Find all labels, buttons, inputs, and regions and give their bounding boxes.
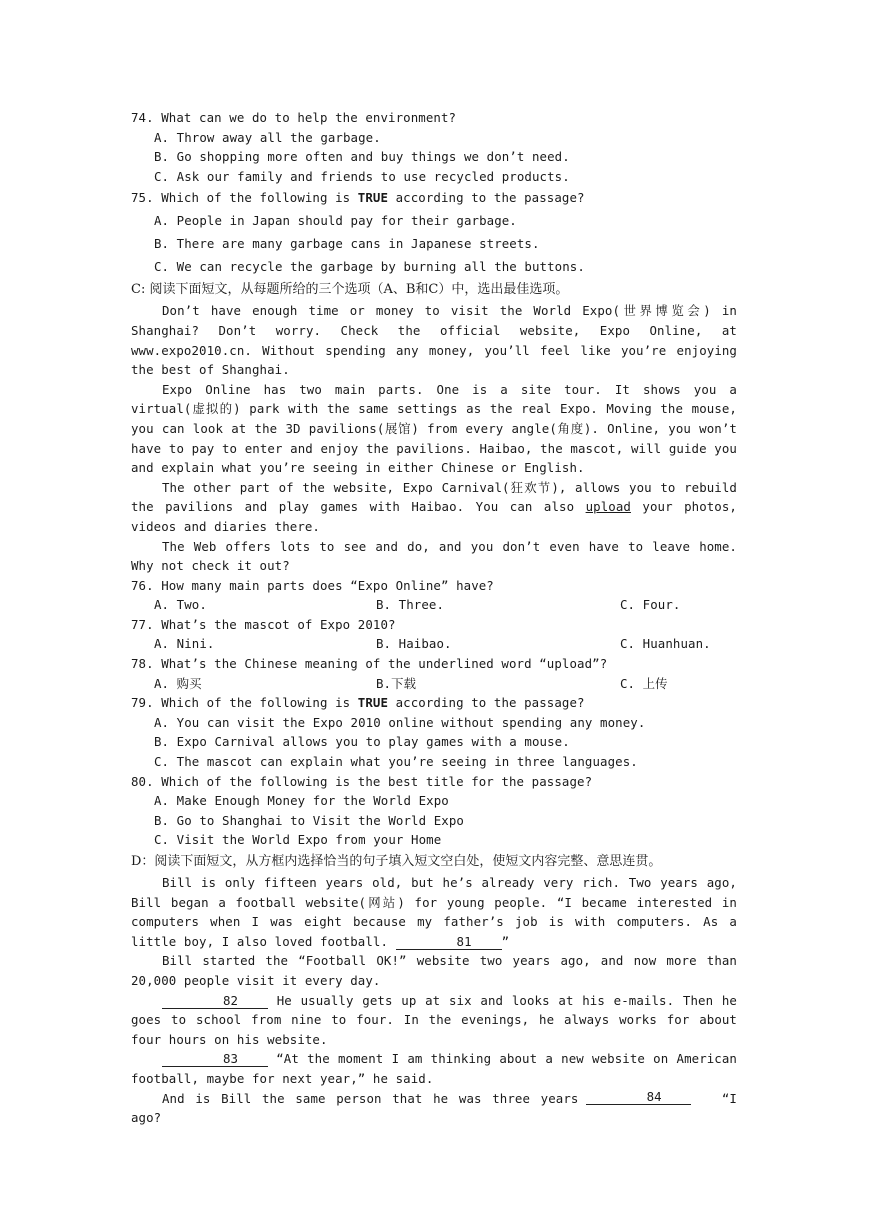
question-79-stem-post: according to the passage? [388,695,585,711]
question-79-option-b: B. Expo Carnival allows you to play games with a mouse. [154,734,570,750]
question-79-stem-true: TRUE [357,695,389,711]
section-d-paragraph-1 [131,873,737,951]
section-d-paragraph-1-text: Bill is only fifteen years old, but he’s already very rich. Two years ago, Bill began a football website(网站) for young people. “I became interested in computers when I was eight because my father’s job is with computers. As a little boy, I also loved football. [131,875,737,949]
question-77-option-b: B. Haibao. [376,636,452,652]
question-80-option-a: A. Make Enough Money for the World Expo [154,793,449,809]
question-80-option-c: C. Visit the World Expo from your Home [154,832,442,848]
section-d-paragraph-1-end: ” [501,933,510,949]
section-d-paragraph-5-text: And is Bill the same person that he was three years ago? [131,1090,579,1126]
question-76-option-c: C. Four. [620,597,681,613]
question-79-stem-pre: 79. Which of the following is [131,695,358,711]
section-c-heading: C: 阅读下面短文，从每题所给的三个选项（A、B和C）中，选出最佳选项。 [131,282,569,298]
section-d-paragraph-3-text: He usually gets up at six and looks at his e-mails. Then he goes to school from nine to four. In the evenings, he always works for about four hours on his website. [131,992,737,1047]
question-75-stem-true: TRUE [357,190,389,206]
question-79-option-c: C. The mascot can explain what you’re seeing in three languages. [154,754,638,770]
question-80-stem: 80. Which of the following is the best title for the passage? [131,773,593,789]
blank-82[interactable]: 82 [162,993,268,1009]
question-75-option-c: C. We can recycle the garbage by burning all the buttons. [154,259,585,275]
section-d-paragraph-4 [131,1049,737,1088]
question-74-option-a: A. Throw away all the garbage. [154,129,381,145]
question-76-options [131,595,737,615]
question-79-stem [131,693,737,713]
question-77-stem: 77. What’s the mascot of Expo 2010? [131,616,396,632]
question-79-option-a: A. You can visit the Expo 2010 online without spending any money. [154,714,646,730]
section-d-paragraph-5-end: “I [721,1090,737,1106]
section-d-paragraph-2: Bill started the “Football OK!” website two years ago, and now more than 20,000 people visit it every day. [131,953,737,988]
question-77-option-a: A. Nini. [154,636,215,652]
section-c-paragraph-3 [131,478,737,537]
blank-84[interactable]: 84 [586,1089,690,1105]
question-74-option-c: C. Ask our family and friends to use recycled products. [154,168,570,184]
question-75-option-a: A. People in Japan should pay for their garbage. [154,213,517,229]
section-c-paragraph-3-pre: The other part of the website, Expo Carnival(狂欢节), allows you to rebuild the pavilions and play games with Haibao. You can also [131,479,737,515]
question-78-option-c: C. 上传 [620,675,668,691]
section-d-paragraph-3 [131,991,737,1050]
question-78-stem: 78. What’s the Chinese meaning of the underlined word “upload”? [131,656,608,672]
underlined-word-upload: upload [585,499,631,515]
question-77-options [131,634,737,654]
section-d-paragraph-5 [131,1089,737,1128]
question-74-option-b: B. Go shopping more often and buy things we don’t need. [154,149,570,165]
question-75-stem-post: according to the passage? [388,190,585,206]
question-78-option-a: A. 购买 [154,675,202,691]
question-77-option-c: C. Huanhuan. [620,636,711,652]
question-76-option-a: A. Two. [154,597,207,613]
blank-81[interactable]: 81 [396,934,502,950]
question-74-stem: 74. What can we do to help the environment? [131,110,457,125]
question-75-stem-pre: 75. Which of the following is [131,190,358,206]
question-75-option-b: B. There are many garbage cans in Japanese streets. [154,236,540,252]
question-80-option-b: B. Go to Shanghai to Visit the World Expo [154,812,464,828]
worksheet-page [131,108,737,1128]
section-c-paragraph-2: Expo Online has two main parts. One is a site tour. It shows you a virtual(虚拟的) park with the same settings as the real Expo. Moving the mouse, you can look at the 3D pavilions(展馆) from every angle(角度). Online, you won’t have to pay to enter and enjoy the pavilions. Haibao, the mascot, will guide you and explain what you’re seeing in either Chinese or English. [131,381,737,476]
question-78-option-b: B.下载 [376,675,417,691]
blank-83[interactable]: 83 [162,1051,268,1067]
question-76-option-b: B. Three. [376,597,445,613]
section-c-paragraph-4: The Web offers lots to see and do, and you don’t even have to leave home. Why not check it out? [131,538,737,574]
question-78-options [131,674,737,694]
section-c-paragraph-3-post: your photos, videos and diaries there. [131,499,737,534]
question-75-stem [131,186,737,209]
section-d-paragraph-4-text: “At the moment I am thinking about a new website on American football, maybe for next year,” he said. [131,1051,737,1086]
question-76-stem: 76. How many main parts does “Expo Online” have? [131,577,494,593]
section-d-heading: D：阅读下面短文，从方框内选择恰当的句子填入短文空白处，使短文内容完整、意思连贯。 [131,854,662,869]
section-c-paragraph-1: Don’t have enough time or money to visit the World Expo(世界博览会) in Shanghai? Don’t worry. Check the official website, Expo Online, at www.expo2010.cn. Without spending any money, you’ll feel like you’re enjoying the best of Shanghai. [131,303,737,378]
